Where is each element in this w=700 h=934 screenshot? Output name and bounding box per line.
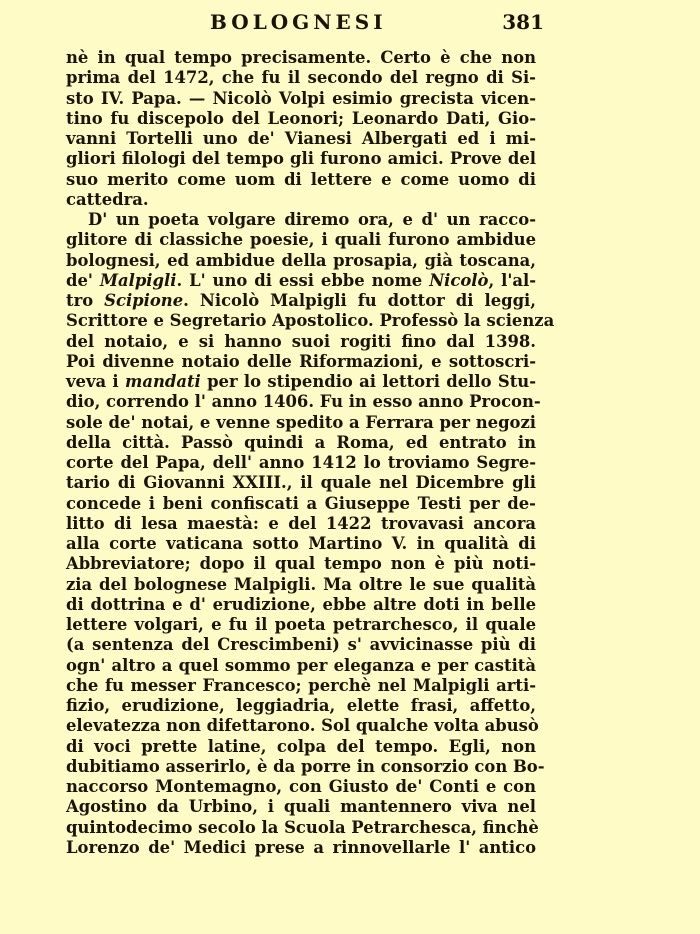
text-line: prima del 1472, che fu il secondo del regno di Si- [66,68,536,88]
text-line: Poi divenne notaio delle Riformazioni, e sottoscri- [66,351,536,371]
text-line: glitore di classiche poesie, i quali furono ambidue [66,230,536,250]
italic-term: Malpigli [99,270,177,290]
running-head-title: BOLOGNESI [210,10,387,34]
page-number: 381 [502,10,544,34]
text-line: ogn' altro a quel sommo per eleganza e per castità [66,655,536,675]
italic-term: mandati [124,372,201,391]
text-line: sole de' notai, e venne spedito a Ferrara per negozi [66,412,536,432]
text-line: Abbreviatore; dopo il qual tempo non è più noti- [66,554,536,574]
text-line: del notaio, e si hanno suoi rogiti fino dal 1398. [66,331,536,351]
italic-term: Scipione [104,291,184,310]
text-line: che fu messer Francesco; perchè nel Malpigli arti- [66,675,536,695]
text-line: di voci prette latine, colpa del tempo. Egli, non [66,736,536,756]
body-text [66,48,555,858]
text-line: cattedra. [66,189,149,209]
text-line [66,372,536,392]
text-line [66,291,536,311]
text-line: (a sentenza del Crescimbeni) s' avvicinasse più di [66,635,536,655]
text-line: fizio, erudizione, leggiadria, elette frasi, affetto, [66,696,536,715]
text-line: Agostino da Urbino, i quali mantennero viva nel [66,797,536,817]
text-line: suo merito come uom di lettere e come uomo di [66,169,536,189]
text-line: elevatezza non difettarono. Sol qualche volta abusò [66,716,539,736]
text-line: dio, correndo l' anno 1406. Fu in esso anno Procon- [66,392,541,412]
text-line: di dottrina e d' erudizione, ebbe altre doti in belle [66,594,536,614]
text-line: dubitiamo asserirlo, è da porre in consorzio con Bo- [66,756,545,776]
text-line: lettere volgari, e fu il poeta petrarchesco, il quale [66,615,536,634]
text-line: vanni Tortelli uno de' Vianesi Albergati ed i mi- [66,129,536,148]
text-line: corte del Papa, dell' anno 1412 lo troviamo Segre- [66,453,536,472]
text-line: della città. Passò quindi a Roma, ed entrato in [66,432,536,452]
text-line: Scrittore e Segretario Apostolico. Professò la scienza [66,311,555,331]
text-line: Lorenzo de' Medici prese a rinnovellarle l' antico [66,837,536,857]
text-line: D' un poeta volgare diremo ora, e d' un racco- [88,210,536,229]
text-run: de' [66,270,100,290]
text-line: bolognesi, ed ambidue della prosapia, già toscana, [66,250,536,270]
text-line: concede i beni confiscati a Giuseppe Testi per de- [66,493,536,513]
text-run: veva i [66,372,125,391]
text-line: sto IV. Papa. — Nicolò Volpi esimio grecista vicen- [66,88,536,108]
italic-term: Nicolò [429,270,489,290]
text-line: quintodecimo secolo la Scuola Petrarchesca, finchè [66,817,539,837]
text-run: tro [66,291,105,310]
text-line: naccorso Montemagno, con Giusto de' Conti e con [66,777,536,796]
text-line: tario di Giovanni XXIII., il quale nel Dicembre gli [66,473,536,493]
text-line: nè in qual tempo precisamente. Certo è che non [66,48,536,67]
text-line: tino fu discepolo del Leonori; Leonardo Dati, Gio- [66,108,536,128]
text-run: per lo stipendio ai lettori dello Stu- [200,372,536,391]
text-line: litto di lesa maestà: e del 1422 trovavasi ancora [66,513,536,533]
text-run: . L' uno di essi ebbe nome [176,270,430,290]
text-run: . Nicolò Malpigli fu dottor di leggi, [183,291,536,310]
text-line: gliori filologi del tempo gli furono amici. Prove del [66,149,536,169]
text-line: alla corte vaticana sotto Martino V. in qualità di [66,534,536,553]
text-line [66,271,536,291]
running-head [60,10,544,40]
text-run: , l'al- [488,270,537,290]
text-line: zia del bolognese Malpigli. Ma oltre le sue qualità [66,574,536,594]
